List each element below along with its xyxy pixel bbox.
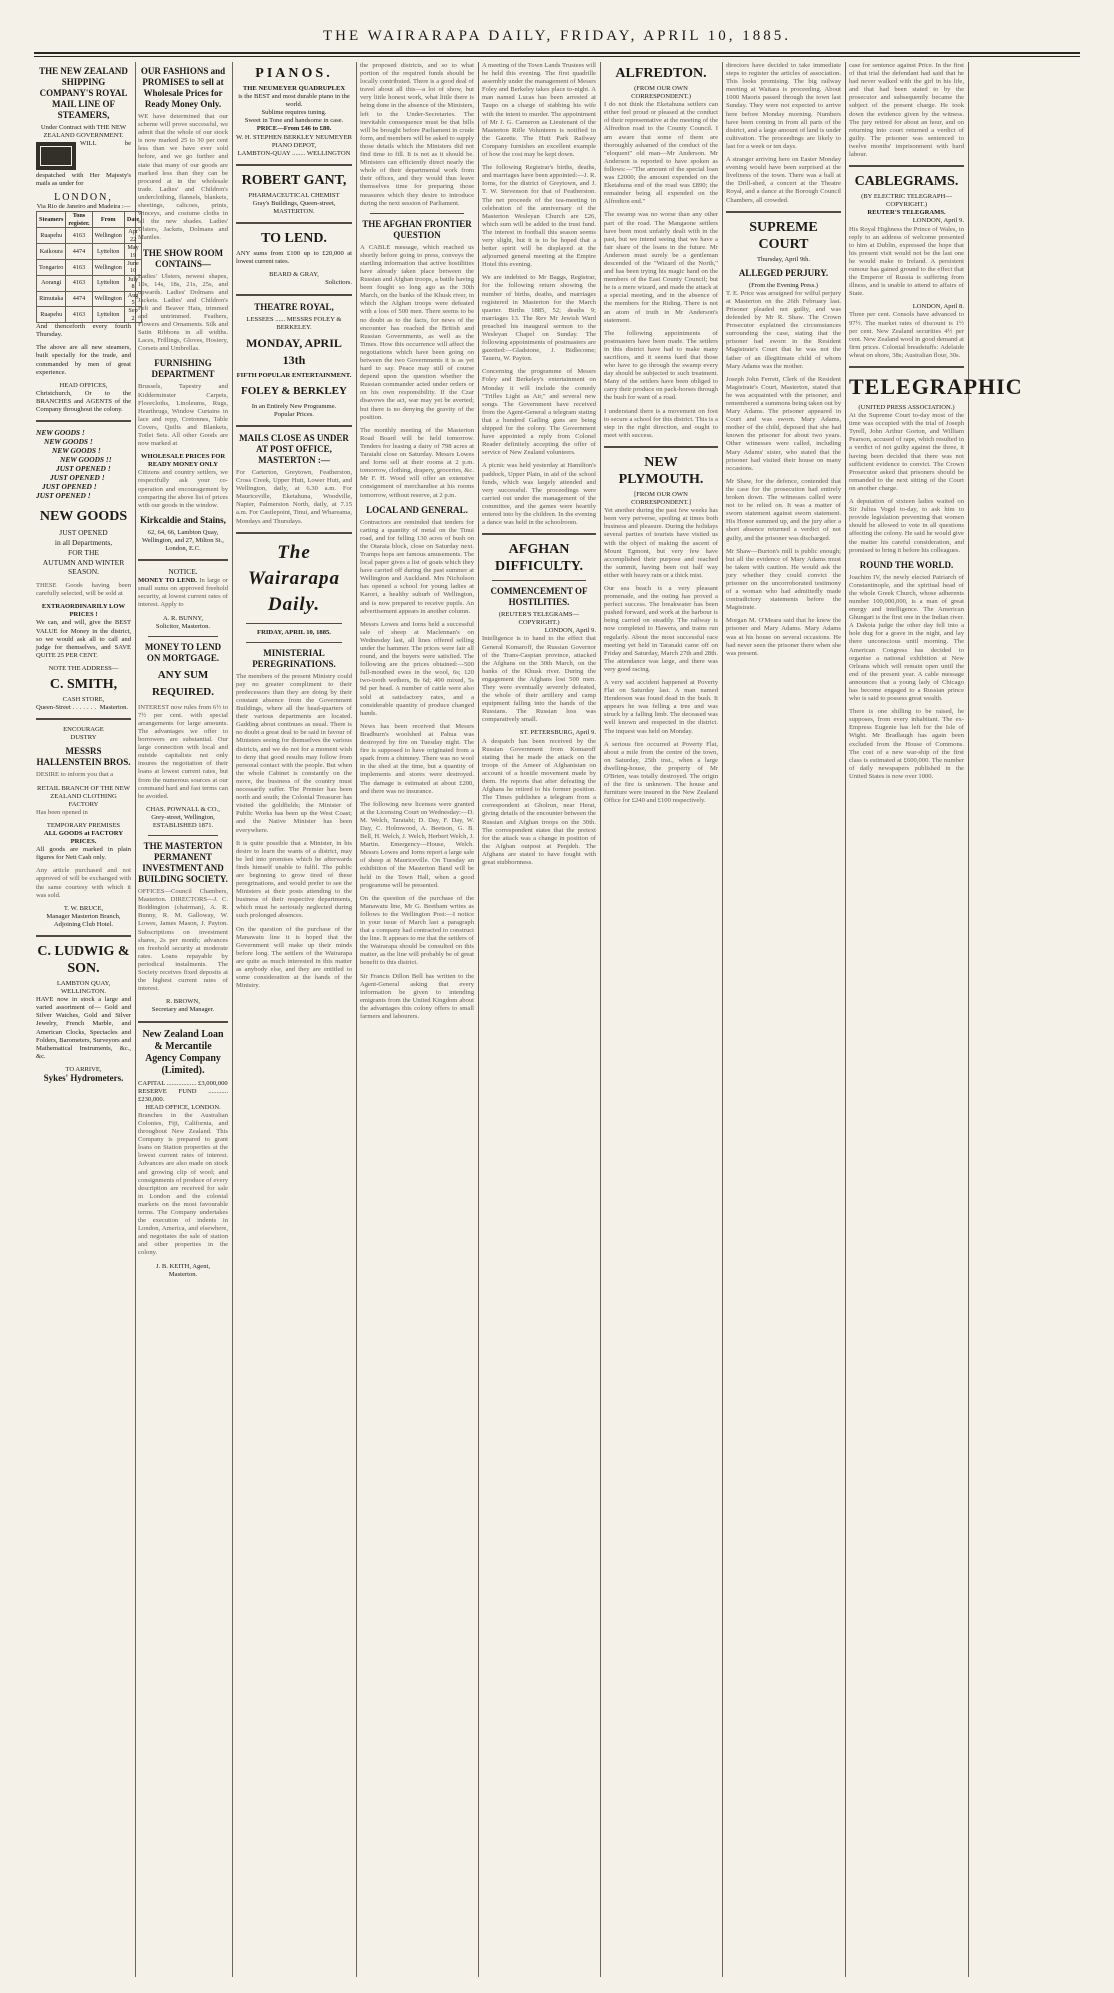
retail-branch: RETAIL BRANCH OF THE NEW ZEALAND CLOTHING FACTORY	[37, 784, 130, 808]
table-row	[37, 291, 142, 307]
divider	[148, 835, 218, 836]
divider	[236, 222, 352, 224]
reuters-telegrams: REUTER'S TELEGRAMS.	[867, 209, 946, 217]
pianos-heading: PIANOS.	[255, 66, 333, 81]
shipping-destination: LONDON,	[54, 192, 113, 204]
table-row	[37, 244, 142, 260]
low-prices: EXTRAORDINARILY LOW PRICES !	[41, 603, 126, 619]
divider	[236, 532, 352, 534]
bunny-name: A. R. BUNNY,	[163, 614, 203, 622]
afghan-difficulty-heading: AFGHAN DIFFICULTY.	[494, 542, 584, 575]
round-world-body-2: There is one shilling to be raised, he supposes, from every inhabitant. The ex-Empress Eugenie has left for the Isle of Wight. Mr Bradlaugh has again been excluded from the House of Commons. The cost of a new war-ship of the first class is estimated at £600,000. The number of daily newspapers published in the United States is now over 1000.	[849, 708, 964, 780]
column-divider	[478, 62, 479, 1977]
cell: Sep 2	[124, 307, 141, 323]
season: AUTUMN AND WINTER SEASON.	[42, 558, 125, 577]
gant-town: MASTERTON.	[273, 208, 315, 216]
cell: 4163	[66, 259, 92, 275]
col-date: Date	[124, 212, 141, 228]
note-address: NOTE THE ADDRESS—	[48, 664, 119, 672]
perjury-body-2: Joseph John Ferrett, Clerk of the Resident Magistrate's Court, Masterton, stated that he was acquainted with the prisoner, and remembered a summons being taken out by Mary Adams. The prisoner appeared in Court and was sworn. Mary Adams, mother of the child, deposed that she had known the prisoner for about two years. Other witnesses were called, including Mary Adams' sister, who stated that the prisoner had visited their house on many occasions.	[726, 375, 841, 472]
cell: Lyttelton	[92, 275, 124, 291]
divider	[246, 623, 342, 624]
solicitors: Solicitors.	[325, 279, 352, 287]
chemist: PHARMACEUTICAL CHEMIST	[248, 191, 340, 199]
telegraphic-body: At the Supreme Court to-day most of the time was occupied with the trial of Joseph Tyrell, John Arthur Gorton, and William Pearson, accused of rape, which resulted in a verdict of not guilty against the three, it having been decided that there was not sufficient evidence to convict. The Crown Prosecutor asked that prisoners should be remanded to the next sitting of the Court on another charge.	[849, 412, 964, 492]
perjury-body-3: Mr Shaw, for the defence, contended that the case for the prosecution had entirely broken down. The witnesses called were not to be relied on. It was a matter of sworn statement against sworn statement. His Honor summed up, and the jury after a short absence returned a verdict of not guilty, and the prisoner was discharged.	[726, 477, 841, 542]
divider	[726, 211, 841, 213]
money-to-lend: MONEY TO LEND.	[138, 577, 197, 585]
nz-loan-body: Branches in the Australian Colonies, Fiji, California, and throughout New Zealand. This Company is prepared to grant loans on Station properties at the lowest current rates of interest. Advances are also made on stock and growing clip of wool; and consignments of produce of every description are received for sale in London and the colonial markets on the most favourable terms. The Company undertakes the execution of indents in London, America, and elsewhere, and negotiates the sale of station and other properties in the colony.	[138, 1111, 228, 1257]
perjury-body-4: Mr Shaw—Burton's mill is public enough; but all the evidence of Mary Adams must be taken with caution. He would ask the jury whether they could convict the prisoner on the uncorroborated testimony of a woman who had admittedly made contradictory statements before the Magistrate.	[726, 547, 841, 612]
new-plymouth-body-3: A very sad accident happened at Poverty Flat on Saturday last. A man named Henderson was found dead in the bush. It appears he was felling a tree and was struck by a falling limb. The deceased was well known and respected in the district. The inquest was held on Monday.	[604, 679, 718, 735]
cash-store: CASH STORE,	[62, 696, 105, 704]
new-goods-line: NEW GOODS !	[36, 428, 85, 438]
lambton-quay: LAMBTON-QUAY ........ WELLINGTON	[237, 149, 351, 157]
telegraphic-heading: TELEGRAPHIC	[849, 374, 1023, 399]
cablegrams-heading: CABLEGRAMS.	[854, 174, 959, 190]
kirkcaldie-address: 62, 64, 66, Lambton Quay, Wellington, and 27, Milton St., London, E.C.	[142, 528, 224, 553]
local-general-body-4: The following new licenses were granted at the Licensing Court on Wednesday:—D. M. Welch, Taratahi; D. Day, F. Day, W. Day, C. Holmwood, A. Beetson, G. B. Bell, H. Welch, J. Welch, Herbert Welch, J. Martin. Emergency—House, Welch. Messrs Lowes and Iorns report a large sale of sheep at Mauriceville. On Tuesday an exhibition of the Masterton Band will be held in the Town Hall, when a good programme will be presented.	[360, 800, 474, 889]
alfredton-body-3: The following appointments of postmasters have been made. The settlers in this district have had to make many sacrifices, and it seems hard that those who have to go through the swamp every day should be subjected to such treatment. Many of the settlers have been obliged to carry their produce on pack-horses through the bush for want of a road.	[604, 329, 718, 402]
london-dateline-3: LONDON, April 8.	[912, 303, 964, 311]
bunny-title: Solicitor, Masterton.	[155, 622, 211, 630]
show-room-heading: THE SHOW ROOM CONTAINS—	[142, 247, 224, 269]
union-flag-icon	[36, 142, 76, 170]
all-departments: in all Departments,	[54, 538, 113, 548]
pownall-address: Grey-street, Wellington, ESTABLISHED 1871.	[151, 813, 215, 829]
divider	[236, 294, 352, 296]
divider	[148, 636, 218, 637]
hallenstein-body: DESIRE to inform you that a	[36, 771, 114, 779]
local-general-body-3: News has been received that Messrs Bradburn's woolshed at Pahua was destroyed by fire on Tuesday night. The fire is supposed to have originated from a spark from a chimney. There was no wool in the shed at the time, but a quantity of implements and stores were destroyed. The damage is estimated at about £200, and there was no insurance.	[360, 722, 474, 795]
local-general-body: Contractors are reminded that tenders for carting a quantity of metal on the Tinui road, and for felling 130 acres of bush on the Otaraia block, close on Saturday next. Tramps hops are famous amusements. The local paper gives a list of goats which they have carried off during the past summer at Wellington and Auckland. Mrs Nicholson has opened a school for young ladies at Karori, a healthy suburb of Wellington, and is now prepared to receive pupils. An advertisement appears in another column.	[360, 518, 474, 615]
local-continued-3: We are indebted to Mr Baggs, Registrar, for the following return showing the number of births, deaths, and marriages registered in Masterton for the March quarter. Births 1885, 52; deaths 9; marriages 13. The Rev Mr Jewish Ward preached his inaugural sermon to the Wesleyan Chapel on Sunday. The following appointments of postmasters are gazetted:—Gladstone, J. Bidlecome; Taueru, W. Payton.	[482, 274, 596, 363]
column-1-ads: THE NEW ZEALAND SHIPPING COMPANY'S ROYAL MAIL LINE OF STEAMERS, Under Contract with THE NEW ZEALAND GOVERNMENT. WILL be despatched with Her Majesty's mails as under for LONDON, Via Rio de Janeiro and Madeira :— Steamers Tons register. From Date Ruapehu 4163 Wellington Apr 22 Kaikoura 4474 Lyttelton May 19 Tongariro 4163 Wellington June 10 Aorangi 4163 Lyttelton July 8 Rimutaka 4474 Wellington Aug 5 Ruapehu 4163 Lyttelton Sep 2 And thenceforth every fourth Thursday. The above are all new steamers, built specially for the trade, and commanded by men of great experience. HEAD OFFICES, Christchurch, Or to the BRANCHES and AGENTS of the Company throughout the colony. NEW GOODS ! NEW GOODS ! NEW GOODS ! NEW GOODS !! JUST OPENED ! JUST OPENED ! JUST OPENED ! JUST OPENED ! NEW GOODS JUST OPENED in all Departments, FOR THE AUTUMN AND WINTER SEASON. THESE Goods having been carefully selected, will be sold at EXTRAORDINARILY LOW PRICES ! We can, and will, give the BEST VALUE for Money in the district, so we would ask all to call and judge for themselves, and SAVE QUITE 25 PER CENT. NOTE THE ADDRESS— C. SMITH, CASH STORE, Queen-Street ....... Masterton. ENCOURAGE DUSTRY MESSRS HALLENSTEIN BROS. DESIRE to inform you that a RETAIL BRANCH OF THE NEW ZEALAND CLOTHING FACTORY Has been opened in TEMPORARY PREMISES ALL GOODS at FACTORY PRICES. All goods are marked in plain figures for Nett Cash only. Any article purchased and not approved of will be exchanged with the same courtesy with which it was sold. T. W. BRUCE, Manager Masterton Branch, Adjoining Club Hotel. C. LUDWIG & SON. LAMBTON QUAY, WELLINGTON. HAVE now in stock a large and varied assortment of— Gold and Silver Watches, Gold and Silver Jewelry, French Marble, and American Clocks, Spectacles and Folders, Barometers, Surveyors and Mathematical Instruments, &c., &c. TO ARRIVE, Sykes' Hydrometers.	[36, 62, 131, 1977]
keith-name: J. B. KEITH, Agent,	[155, 1262, 211, 1270]
alfredton-body-4: I understand there is a movement on foot to secure a school for this district. This is a step in the right direction, and ought to meet with success.	[604, 407, 718, 439]
divider	[36, 935, 131, 937]
local-continued-5: A picnic was held yesterday at Hamilton's paddock, Upper Plain, in aid of the school funds, which was largely attended and very successful. The proceedings were carried out under the management of the committee, and the games were heartily entered into by the children. In the evening a dance was held in the schoolroom.	[482, 462, 596, 527]
monday: MONDAY, APRIL 13th	[246, 335, 342, 367]
ministerial-body: The members of the present Ministry could pay no greater compliment to their predecessors than they are doing by their constant absence from the Government Buildings, where all the head-quarters of their various departments are located. Gadding about continues as usual. There is no doubt a great deal to be said in favour of Ministers seeing for themselves the various districts, and we do not for a moment wish to deny that good results may follow from personal contact with the people. But when the whole Cabinet is constantly on the move, the business of the country must necessarily suffer. The Premier has been north and south; the Colonial Treasurer has visited the goldfields; the Minister of Public Works has been up the West Coast; and the Native Minister has been everywhere.	[236, 672, 352, 834]
furnishing-heading: FURNISHING DEPARTMENT	[151, 358, 215, 380]
building-society-body: OFFICES—Council Chambers, Masterton. DIRECTORS—J. C. Boddington (chairman), A. R. Bunny, R. M. Galloway, W. Lowes, James Mason, J. Payton. Subscriptions on investment shares, 2s per month; advances on freehold security at moderate rates. Loans repayable by periodical instalments. The Society receives fixed deposits at the highest current rates of interest.	[138, 888, 228, 993]
new-goods-line: NEW GOODS !!	[60, 455, 112, 465]
sweet-tone: Sweet in Tone and handsome in case.	[244, 117, 344, 125]
foley-berkley: FOLEY & BERKLEY	[241, 384, 347, 397]
table-row	[37, 275, 142, 291]
manager-title: Manager Masterton Branch, Adjoining Club Hotel.	[46, 912, 121, 928]
piano-best: is the BEST and most durable piano in the world.	[238, 93, 350, 109]
new-plymouth-body-2: Our sea beach is a very pleasant promenade, and the outing has proved a perfect success. The breakwater has been pushed forward, and work at the harbour is being carried on steadily. The railway is now completed to Hawera, and trains run regularly. About the most successful race meeting yet held in Taranaki came off on Friday and Saturday, March 27th and 28th. The attendance was large, and there was very good racing.	[604, 584, 718, 673]
cell: July 8	[124, 275, 141, 291]
shipping-via: Via Rio de Janeiro and Madeira :—	[36, 203, 131, 211]
gant-name: ROBERT GANT,	[241, 172, 347, 188]
nz-loan-heading: New Zealand Loan & Mercantile Agency Company (Limited).	[142, 1028, 224, 1076]
column-8	[849, 62, 1023, 1977]
ministerial-continued: the proposed districts, and so to what portion of the required funds should be locally contributed. There is a good deal of travel about all this—a lot of show, but very little honest work, what little there is being done in the absence of the Ministers, left to the Under-Secretaries. The inevitable consequence must be that bills will be brought before Parliament in crude form, and members will be asked to supply those details which the Ministers did not find time to fill. It is not as it should be. Ministers can efficiently direct nearly the whole of their departmental work from their offices, and they would thus leave themselves time for preparing those measures which they desire to introduce during the next session of Parliament.	[360, 62, 474, 207]
capital: CAPITAL .................. £3,000,000	[138, 1079, 228, 1087]
reserve: RESERVE FUND ............ £230,000.	[138, 1087, 228, 1103]
wholesale-body: Citizens and country settlers, we respectfully ask your co-operation and encouragement by comparing the above list of prices with our goods in the window.	[138, 469, 228, 509]
divider	[482, 533, 596, 535]
shipping-note: And thenceforth every fourth Thursday.	[36, 323, 131, 339]
sykes: Sykes' Hydrometers.	[43, 1073, 124, 1084]
divider	[246, 642, 342, 643]
shipping-fine-print: The above are all new steamers, built specially for the trade, and commanded by men of great experience.	[36, 344, 131, 376]
town: Masterton.	[99, 704, 129, 712]
divider	[36, 718, 131, 720]
just-opened: JUST OPENED	[59, 528, 108, 538]
wholesale-prices: WHOLESALE PRICES FOR READY MONEY ONLY	[140, 453, 226, 469]
just-opened-line: JUST OPENED !	[56, 464, 111, 474]
for-the: FOR THE	[68, 548, 99, 558]
cell: Apr 22	[124, 228, 141, 244]
round-world-body: Joachim IV, the newly elected Patriarch of Constantinople, and the spiritual head of the whole Greek Church, whose adherents number 100,000,000, is a man of great energy and intelligence. The American Ghungari is the first one in the Indian river. A Dakota judge the other day fell into a hole dug for a grave in the night, and lay there unconscious until morning. The American Congress has decided to organise a national exhibition at New Orleans which will remain open until the end of the present year. A cable message announces that a young lady of Chicago has become engaged to a Russian prince who is said to possess great wealth.	[849, 573, 964, 703]
local-general-body-6: Sir Francis Dillon Bell has written to the Agent-General asking that every information be given to intending emigrants from the United Kingdom about the advantages this colony offers to small farmers and labourers.	[360, 972, 474, 1021]
keith-town: Masterton.	[168, 1270, 198, 1278]
column-divider	[356, 62, 357, 1977]
cell: Aug 5	[124, 291, 141, 307]
head-office-london: HEAD OFFICE, LONDON.	[145, 1103, 221, 1111]
any-sum: ANY SUM REQUIRED.	[151, 668, 215, 698]
hallenstein-long: Any article purchased and not approved of will be exchanged with the same courtesy with which it was sold.	[36, 867, 131, 899]
perjury-body-5: Morgan M. O'Meara said that he knew the prisoner and Mary Adams. Mary Adams was at his house on several occasions. He had never seen the prisoner there when she was present.	[726, 617, 841, 657]
premises-intro: Has been opened in	[36, 808, 88, 816]
cell: June 10	[124, 259, 141, 275]
paper-title: The Wairarapa Daily.	[247, 541, 341, 615]
masthead-rule-thin	[34, 56, 1080, 57]
just-opened-line: JUST OPENED !	[42, 482, 97, 492]
head-offices: HEAD OFFICES,	[59, 381, 108, 389]
gant-address: Gray's Buildings, Queen-street,	[252, 199, 336, 207]
cell: Ruapehu	[37, 228, 66, 244]
cell: Rimutaka	[37, 291, 66, 307]
ludwig-address: LAMBTON QUAY,	[56, 980, 111, 987]
telegraphic-body-2: A deputation of sixteen ladies waited on Sir Julius Vogel to-day, to ask him to provide legislation preventing that women should be allowed to vote in all questions affecting the colony. He said he would give the matter his careful consideration, and promised to bring it before his colleagues.	[849, 498, 964, 554]
divider	[370, 213, 464, 214]
brown-name: R. BROWN,	[166, 998, 200, 1006]
new-goods-stack	[36, 428, 131, 500]
ludwig-body: HAVE now in stock a large and varied assortment of— Gold and Silver Watches, Gold and Silver Jewelry, French Marble, and American Clocks, Spectacles and Folders, Barometers, Surveyors and Mathematical Instruments, &c., &c.	[36, 996, 131, 1060]
local-continued-2: The following Registrar's births, deaths, and marriages have been appointed:—J. R. Iorns, for the district of Greytown, and J. T. W. Stevenson for that of Featherston. The net proceeds of the tea-meeting in celebration of the anniversary of the Masterton Wesleyan Church are £26, which sum will be added to the trust fund. The interest in football this season seems very slight, but it is to be hoped that a better spirit will be displayed at the adjourned general meeting at the Empire Hotel this evening.	[482, 164, 596, 269]
united-press: (UNITED PRESS ASSOCIATION.)	[858, 404, 955, 411]
encourage: ENCOURAGE	[63, 726, 104, 734]
cell: Wellington	[92, 228, 124, 244]
evening-press: (From the Evening Press.)	[748, 281, 819, 289]
divider	[492, 580, 586, 581]
theatre-heading: THEATRE ROYAL,	[254, 301, 334, 312]
mails-body: For Carterton, Greytown, Featherston, Cross Creek, Upper Hutt, Lower Hutt, and Wellington, daily, at 6.30 a.m. For Mauriceville, Eketahuna, Woodville, Napier, Palmerston North, daily, at 7.15 a.m. For Castlepoint, Tinui, and Whareama, Mondays and Thursdays.	[236, 468, 352, 525]
new-goods-heading: NEW GOODS	[39, 509, 128, 525]
local-continued-4: Concerning the programme of Messrs Foley and Berkeley's entertainment on Monday it will include the comedy "Trifles Light as Air," and several new songs. The Government have received from the Agent-General a telegram stating that a hundred Gatling guns are being shipped for the colony. The Government have appointed a reply from Colonel Reader definitely accepting the offer of service of New Zealand volunteers.	[482, 368, 596, 457]
divider	[236, 164, 352, 166]
ludwig-heading: C. LUDWIG & SON.	[37, 944, 130, 976]
popular-prices: Popular Prices.	[274, 410, 314, 418]
pownall-name: CHAS. POWNALL & CO.,	[146, 805, 220, 813]
col-tons: Tons register.	[66, 212, 92, 228]
divider	[849, 366, 964, 368]
court-continued: case for sentence against Price. In the first of that trial the defendant had said that he had never walked with the girl in his life, and that had been stated to by the prosecutor and subsequently became the subject of the present charge. He took down the evidence given by the witness. The jury retired for about an hour, and on returning into court returned a verdict of guilty. The prisoner was sentenced to twelve months' imprisonment with hard labour.	[849, 62, 964, 159]
np-continued-2: A stranger arriving here on Easter Monday evening would have been surprised at the liveliness of the town. There was a ball at the Drill-shed, a concert at the Theatre Royal, and a dance at the Borough Council Chambers, all crowded.	[726, 156, 841, 204]
ministerial-body-3: On the question of the purchase of the Manawatu line it is hoped that the Government will make up their minds before long. The settlers of the Wairarapa are quite as much interested in this matter as anybody else, and they are entitled to some consideration at the hands of the Ministry.	[236, 925, 352, 990]
notice-heading: NOTICE.	[168, 567, 198, 577]
smith-name: C. SMITH,	[49, 677, 118, 693]
column-divider	[135, 62, 136, 1977]
lessees: LESSEES ...... MESSRS FOLEY & BERKELEY.	[246, 315, 342, 331]
cell: Wellington	[92, 291, 124, 307]
petersburg-dateline: ST. PETERSBURG, April 9.	[519, 729, 596, 737]
masthead-rule	[34, 52, 1080, 54]
column-2-ads	[138, 62, 228, 1977]
electric-telegraph: (BY ELECTRIC TELEGRAPH—COPYRIGHT.)	[861, 193, 952, 209]
divider	[849, 165, 964, 167]
np-correspondent: [FROM OUR OWN CORRESPONDENT.]	[631, 490, 691, 507]
money-to-lend-body: In large or small sums on approved freehold security, at lowest current rates of interest. Apply to	[138, 577, 229, 609]
quadruplex: THE NEUMEYER QUADRUPLEX	[242, 85, 346, 92]
any-sum-body: INTEREST now rules from 6½ to 7½ per cent. with special arrangements for large amounts. The advantages we offer to borrowers are substantial. Our large connection with local and outside capitalists not only insures the negotiation of their loans at lowest current rates, but from the numerous sources at our command hard and fast terms can be avoided.	[138, 703, 228, 800]
factory-prices: ALL GOODS at FACTORY PRICES.	[43, 829, 124, 846]
just-opened-line: JUST OPENED !	[36, 491, 91, 501]
cell: 4474	[66, 244, 92, 260]
fashions-body: WE have determined that our scheme will prove successful, we admit that the whole of our stock is now marked 25 to 30 per cent less than we have ever sold before, and we go further and state that many of our goods are marked less than they can be procured at in the wholesale trade. Ladies' and Children's underclothing, flannels, blankets, sheetings, calicoes, prints, winceys, and costume cloths in all the new shades. Ladies' Ulsters, Jackets, Dolmans and Mantles.	[138, 113, 228, 242]
to-lend-body: ANY sums from £100 up to £20,000 at lowest current rates.	[236, 250, 352, 266]
kirkcaldie-heading: Kirkcaldie and Stains,	[140, 514, 226, 525]
divider	[604, 446, 718, 448]
fashions-heading: OUR FASHIONS and PROMISES to sell at Wholesale Prices for Ready Money Only.	[140, 66, 226, 109]
shipping-agents: Christchurch, Or to the BRANCHES and AGENTS of the Company throughout the colony.	[36, 389, 131, 413]
masthead-title: THE WAIRARAPA DAILY, FRIDAY, APRIL 10, 1885.	[322, 28, 792, 44]
goods-body: THESE Goods having been carefully selected, will be sold at	[36, 582, 131, 598]
ludwig-town: WELLINGTON.	[60, 988, 107, 996]
money-on-mortgage: MONEY TO LEND ON MORTGAGE.	[144, 641, 222, 663]
shipping-table-header	[37, 212, 142, 228]
cell: Tongariro	[37, 259, 66, 275]
cell: Kaikoura	[37, 244, 66, 260]
manager-name: T. W. BRUCE,	[63, 904, 104, 912]
mails-heading: MAILS CLOSE AS UNDER AT POST OFFICE, MASTERTON :—	[239, 432, 349, 465]
london-dateline-2: LONDON, April 9.	[912, 217, 964, 225]
table-row	[37, 228, 142, 244]
piano-depot: W. H. STEPHEN BERKLEY NEUMEYER PIANO DEPOT,	[236, 133, 352, 149]
new-plymouth-heading: NEW PLYMOUTH.	[618, 454, 704, 487]
alfredton-body: I do not think the Eketahuna settlers can either feel proud or pleased at the conduct of their representative at the meeting of the Alfredton road to the County Council. I am aware that some of them are thoroughly ashamed of the conduct of the "eloquent" old man—Mr Anderson. Mr Anderson is reported to have spoken as follows:—"The amount of the special loan was £2000; the amount expended on the Eketahuna end of the road was £890; the remainder being all expended on the Alfredton end."	[604, 101, 718, 206]
column-divider	[968, 62, 969, 1977]
plain-figures: All goods are marked in plain figures for Nett Cash only.	[36, 846, 131, 862]
alleged-perjury: ALLEGED PERJURY.	[738, 267, 829, 278]
divider	[138, 559, 228, 561]
new-programme: In an Entirely New Programme.	[251, 402, 337, 410]
column-6	[604, 62, 718, 1977]
cell: 4163	[66, 307, 92, 323]
table-row	[37, 259, 142, 275]
column-divider	[232, 62, 233, 1977]
cell: Wellington	[92, 259, 124, 275]
column-5	[482, 62, 596, 1977]
petersburg-body: A despatch has been received by the Russian Government from Komaroff stating that he made the attack on the troops of the Ameer of Afghanistan on account of a hostile movement made by them. He reports that after defeating the Afghans he retired to his former position. The Times publishes a telegram from a correspondent at Gholrun, near Herat, giving details of the encounter between the Russian and Afghan troops on the 30th. The correspondent states that the pretext for the attack was a change in position of the Afghan outpost at Penjdeh. The Afghans are stated to have fought with great stubbornness.	[482, 737, 596, 866]
col-from: From	[92, 212, 124, 228]
commencement-heading: COMMENCEMENT OF HOSTILITIES.	[490, 586, 588, 608]
thursday-date: Thursday, April 9th.	[756, 255, 811, 263]
cell: 4474	[66, 291, 92, 307]
local-continued: A meeting of the Town Lands Trustees will be held this evening. The first quadrille assembly under the management of Messrs Foley and Berkeley takes place to-night. A man named Lucas has been arrested at Taupo on a charge of stabbing his wife with the intent to murder. The appointment of Mr J. G. Cameron as Lieutenant of the Masterton Rifle Volunteers is notified in the Gazette. The Hutt Park Railway Company furnishes an excellent example of how the cost may be kept down.	[482, 62, 596, 159]
afghan-frontier-body: A CABLE message, which reached us shortly before going to press, conveys the startling information that active hostilities have already taken place between the Russian and Afghan troops, a battle having been fought so long ago as the 30th March, on the banks of the Khusk river, in which the Afghan troops were defeated with a loss of 500 men. There seems to be no doubt as to the facts, for news of the encounter has reached the British and Russian Governments, as well as the Times. How this occurrence will affect the negotiations which have been going on between the two Governments it is as yet hard to say. Peace may still of course depend upon the question whether the Russian commander acted under orders or on his own responsibility. If the Czar disavows the act, war may yet be averted; but there is no denying the gravity of the position.	[360, 243, 474, 421]
cell: Aorangi	[37, 275, 66, 291]
column-4	[360, 62, 474, 1977]
temporary-premises: TEMPORARY PREMISES	[46, 821, 121, 829]
alfredton-heading: ALFREDTON.	[615, 66, 707, 81]
piano-price: PRICE—From £46 to £80.	[256, 125, 332, 133]
shipping-contract: Under Contract with THE NEW ZEALAND GOVERNMENT.	[40, 124, 127, 140]
cell: May 19	[124, 244, 141, 260]
new-goods-line: NEW GOODS !	[44, 437, 93, 447]
beard-gray: BEARD & GRAY,	[269, 271, 319, 279]
col-steamers: Steamers	[37, 212, 66, 228]
street: Queen-Street	[36, 704, 71, 712]
afghan-frontier-heading: THE AFGHAN FRONTIER QUESTION	[362, 218, 472, 240]
afghan-frontier-body-2: The monthly meeting of the Masterton Road Board will be held tomorrow. Tenders for leasing a dairy of 798 acres at Taratahi close on Saturday. Messrs Lowes and Iorns sell at their rooms at 2 p.m. tomorrow, clothing, drapery, groceries, &c. Mr F. H. Wood will offer an extensive consignment of merchandise at his rooms tomorrow, without reserve, at 2 p.m.	[360, 426, 474, 499]
ministerial-body-2: It is quite possible that a Minister, in his desire to learn the wants of a district, may be led into promises which he afterwards finds himself unable to fulfil. The public are beginning to grow tired of these peregrinations, and would prefer to see the Ministers at their posts attending to the business of their respective departments, which must be seriously neglected during such prolonged absences.	[236, 839, 352, 920]
london-dateline: LONDON, April 9.	[544, 627, 596, 635]
column-divider	[600, 62, 601, 1977]
cell: Lyttelton	[92, 307, 124, 323]
divider	[236, 425, 352, 427]
call-text: We can, and will, give the BEST VALUE for Money in the district, so we would ask all to call and judge for themselves, and SAVE QUITE 25 PER CENT.	[36, 619, 131, 659]
show-room-body: Ladies' Ulsters, newest shapes, 10s, 14s, 18s, 21s, 25s, and upwards. Ladies' Dolmans and Jackets. Ladies' and Children's Felt and Beaver Hats, trimmed and untrimmed. Feathers, Flowers and Ornaments. Silk and Satin Ribbons in all widths. Laces, Frillings, Gloves, Hosiery, Corsets and Umbrellas.	[138, 272, 228, 353]
ministerial-heading: MINISTERIAL PEREGRINATIONS.	[252, 647, 336, 669]
new-goods-line: NEW GOODS !	[52, 446, 101, 456]
column-divider	[722, 62, 723, 1977]
column-divider	[845, 62, 846, 1977]
cell: 4163	[66, 275, 92, 291]
sublime: Sublime requires tuning.	[261, 109, 327, 117]
divider	[36, 420, 131, 422]
cablegrams-body: His Royal Highness the Prince of Wales, in reply to an address of welcome presented to him at Dublin, expressed the hope that his present visit would not be the last one he would make to Ireland. A persistent rumour has gained ground to the effect that the Emperor of Russia is suffering from illness, and is unable to attend to affairs of State.	[849, 225, 964, 298]
shipping-table	[36, 211, 142, 323]
table-row	[37, 307, 142, 323]
cablegrams-body-2: Three per cent. Consols have advanced to 97½. The market rates of discount is 1½ per cent. New Zealand securities 4½ per cent. New Zealand wool in good demand at firm prices. Colonial breadstuffs: Adelaide wheat on shore, 38s; Australian flour, 30s.	[849, 311, 964, 359]
hallenstein-heading: MESSRS HALLENSTEIN BROS.	[36, 746, 131, 768]
supreme-court-heading: SUPREME COURT	[749, 219, 818, 252]
local-general-body-5: On the question of the purchase of the Manawatu line, Mr G. Beetham writes as follows to the Wellington Post:—I notice in your issue of March last a paragraph that a company had contracted to construct the line. It appears to me that the settlers of the Wairarapa should be consulted on this matter, as the line will probably be of great benefit to this district.	[360, 894, 474, 967]
secretary: Secretary and Manager.	[151, 1006, 215, 1014]
industry: DUSTRY	[70, 734, 97, 742]
own-correspondent: (FROM OUR OWN CORRESPONDENT.)	[631, 85, 691, 101]
just-opened-line: JUST OPENED !	[50, 473, 105, 483]
np-continued: directors have decided to take immediate steps to register the articles of association. This looks promising. The big railway meeting at Waitara is proceeding. About 1000 Maoris passed through the town last Sunday. They were not expected to arrive here before Monday morning. Numbers have been coming in from all parts of the district, and a large amount of land is under cultivation. The proceedings are likely to last for a week or ten days.	[726, 62, 841, 150]
divider	[138, 1021, 228, 1023]
round-world-heading: ROUND THE WORLD.	[859, 559, 954, 570]
cell: Lyttelton	[92, 244, 124, 260]
new-plymouth-body: Yet another during the past few weeks has been very perverse, spoiling at times both business and pleasure. During the holidays several parties of tourists have visited us with the object of making the ascent of Mount Egmont, but very few have accomplished their purpose and reached the summit, having been out half way either with heavy rain or a thick mist.	[604, 507, 718, 579]
alfredton-body-2: The swamp was no worse than any other part of the road. The Mangaone settlers have been most unfairly dealt with in the past, but we intend seeing that we have a fair share of the loans in the future. Mr Anderson must surely be a gentleman descended of the "Wizard of the North," and has been trying his magic hand on the members of the East County Council; but he is a mere wizard, and made the attack at a special meeting, and in the absence of the members for the Riding. There is not an atom of truth in Mr Anderson's statement.	[604, 211, 718, 324]
perjury-body: T. E. Price was arraigned for wilful perjury at Masterton on the 26th February last. Prisoner pleaded not guilty, and was defended by Mr R. Shaw. The Crown Prosecutor explained the circumstances surrounding the case, stating that the prisoner had sworn in the Resident Magistrate's Court that he was not the father of an illegitimate child of whom Mary Adams was the mother.	[726, 289, 841, 370]
local-general-heading: LOCAL AND GENERAL.	[366, 504, 468, 515]
column-3	[236, 62, 352, 1977]
to-lend-heading: TO LEND.	[261, 231, 327, 247]
fifth-entertainment: FIFTH POPULAR ENTERTAINMENT.	[236, 371, 352, 379]
cell: Ruapehu	[37, 307, 66, 323]
furnishing-body: Brussels, Tapestry and Kidderminster Carpets, Floorcloths, Linoleums, Rugs, Hearthrugs, Window Curtains in lace and repp, Cretonnes, Table Covers, Quilts and Blankets, Toilet Sets. All other Goods are now marked at	[138, 383, 228, 448]
shipping-despatch: WILL be despatched with Her Majesty's mails as under for	[36, 140, 131, 188]
new-plymouth-body-4: A serious fire occurred at Poverty Flat, about a mile from the centre of the town, on Saturday, 25th inst., when a large dwelling-house, the property of Mr O'Brien, was totally destroyed. The origin of the fire is unknown. The house and furniture were insured in the New Zealand Office for £240 and £100 respectively.	[604, 740, 718, 805]
afghan-difficulty-body: Intelligence is to hand to the effect that General Komaroff, the Russian Governor of the Trans-Caspian province, attacked the Afghans on the 30th March, on the banks of the Khusk river. During the engagement the Afghans lost 500 men. They were eventually severely defeated, the whole of their artillery and camp equipment falling into the hands of the Russians. The Russian loss was comparatively small.	[482, 635, 596, 724]
building-society: THE MASTERTON PERMANENT INVESTMENT AND BUILDING SOCIETY.	[138, 841, 228, 885]
paper-date: FRIDAY, APRIL 10, 1885.	[257, 628, 331, 636]
local-general-body-2: Messrs Lowes and Iorns held a successful sale of sheep at Maclennan's on Wednesday last, all lines offered selling under the hammer. The prices were fair all round, and the buyers were satisfied. The following are the prices obtained:—500 full-mouthed ewes in the wool, 6s; 120 two-tooth wethers, 8s 6d; 400 mixed, 5s 9d per head. A number of cattle were also sold at satisfactory rates, and a considerable quantity of produce changed hands.	[360, 620, 474, 717]
shipping-company-heading: THE NEW ZEALAND SHIPPING COMPANY'S ROYAL MAIL LINE OF STEAMERS,	[39, 66, 128, 120]
cell: 4163	[66, 228, 92, 244]
to-arrive: TO ARRIVE,	[65, 1065, 102, 1073]
reuters-credit: (REUTER'S TELEGRAMS—COPYRIGHT.)	[498, 611, 580, 627]
column-7	[726, 62, 841, 1977]
